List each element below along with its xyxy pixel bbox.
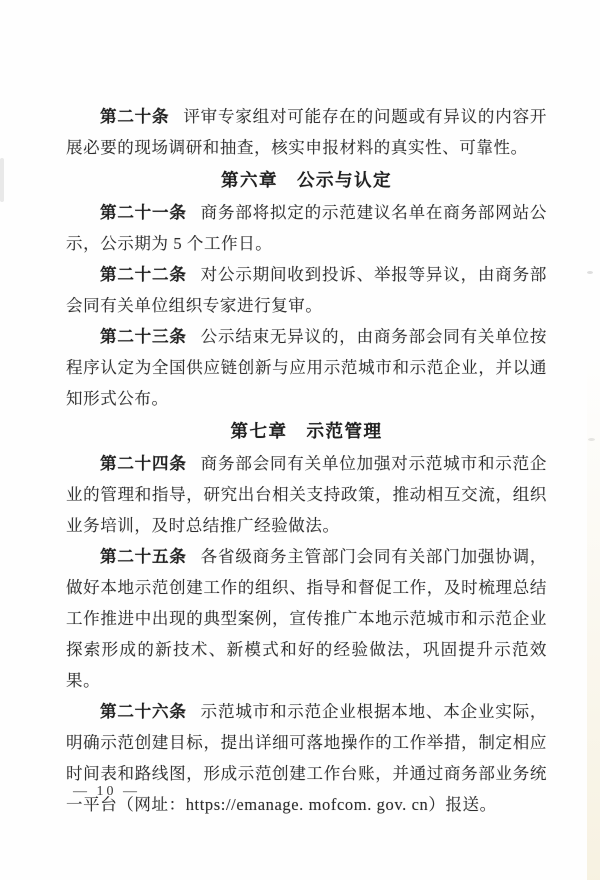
document-content	[66, 101, 547, 820]
article-number-label: 第二十四条	[100, 454, 187, 473]
article-paragraph-22	[66, 259, 547, 321]
chapter-heading-7: 第七章 示范管理	[230, 421, 383, 441]
chapter-heading-6: 第六章 公示与认定	[221, 170, 392, 190]
scan-artifact-speck	[587, 271, 593, 274]
article-number-label: 第二十二条	[100, 265, 187, 284]
article-number-label: 第二十一条	[100, 203, 187, 222]
article-text: 商务部会同有关单位加强对示范城市和示范企业的管理和指导，研究出台相关支持政策，推动相互交流，组织业务培训，及时总结推广经验做法。	[66, 454, 548, 535]
scan-artifact-smudge	[0, 158, 4, 202]
article-text: 各省级商务主管部门会同有关部门加强协调，做好本地示范创建工作的组织、指导和督促工作，及时梳理总结工作推进中出现的典型案例，宣传推广本地示范城市和示范企业探索形成的新技术、新模式和好的经验做法，巩固提升示范效果。	[66, 547, 548, 690]
article-text: 商务部将拟定的示范建议名单在商务部网站公示，公示期为 5 个工作日。	[66, 203, 548, 253]
article-text: 评审专家组对可能存在的问题或有异议的内容开展必要的现场调研和抽查，核实申报材料的真实性、可靠性。	[66, 107, 547, 157]
article-number-label: 第二十五条	[100, 547, 187, 566]
scan-artifact-speck	[588, 438, 595, 441]
article-text: 示范城市和示范企业根据本地、本企业实际，明确示范创建目标，提出详细可落地操作的工作举措，制定相应时间表和路线图，形成示范创建工作台账，并通过商务部业务统一平台（网址：https://emanage. mofcom. gov. cn）报送。	[66, 702, 548, 814]
article-text: 对公示期间收到投诉、举报等异议，由商务部会同有关单位组织专家进行复审。	[66, 265, 548, 315]
article-paragraph-25	[66, 541, 547, 696]
article-number-label: 第二十三条	[100, 327, 187, 346]
article-number-label: 第二十条	[100, 107, 170, 126]
page-number: — 10 —	[73, 784, 140, 799]
article-paragraph-20	[66, 101, 547, 163]
article-paragraph-21	[66, 197, 547, 259]
article-text: 公示结束无异议的，由商务部会同有关单位按程序认定为全国供应链创新与应用示范城市和示范企业，并以通知形式公布。	[66, 327, 548, 408]
article-paragraph-26	[66, 696, 547, 820]
article-number-label: 第二十六条	[100, 702, 187, 721]
article-paragraph-24	[66, 448, 547, 541]
article-paragraph-23	[66, 321, 547, 414]
